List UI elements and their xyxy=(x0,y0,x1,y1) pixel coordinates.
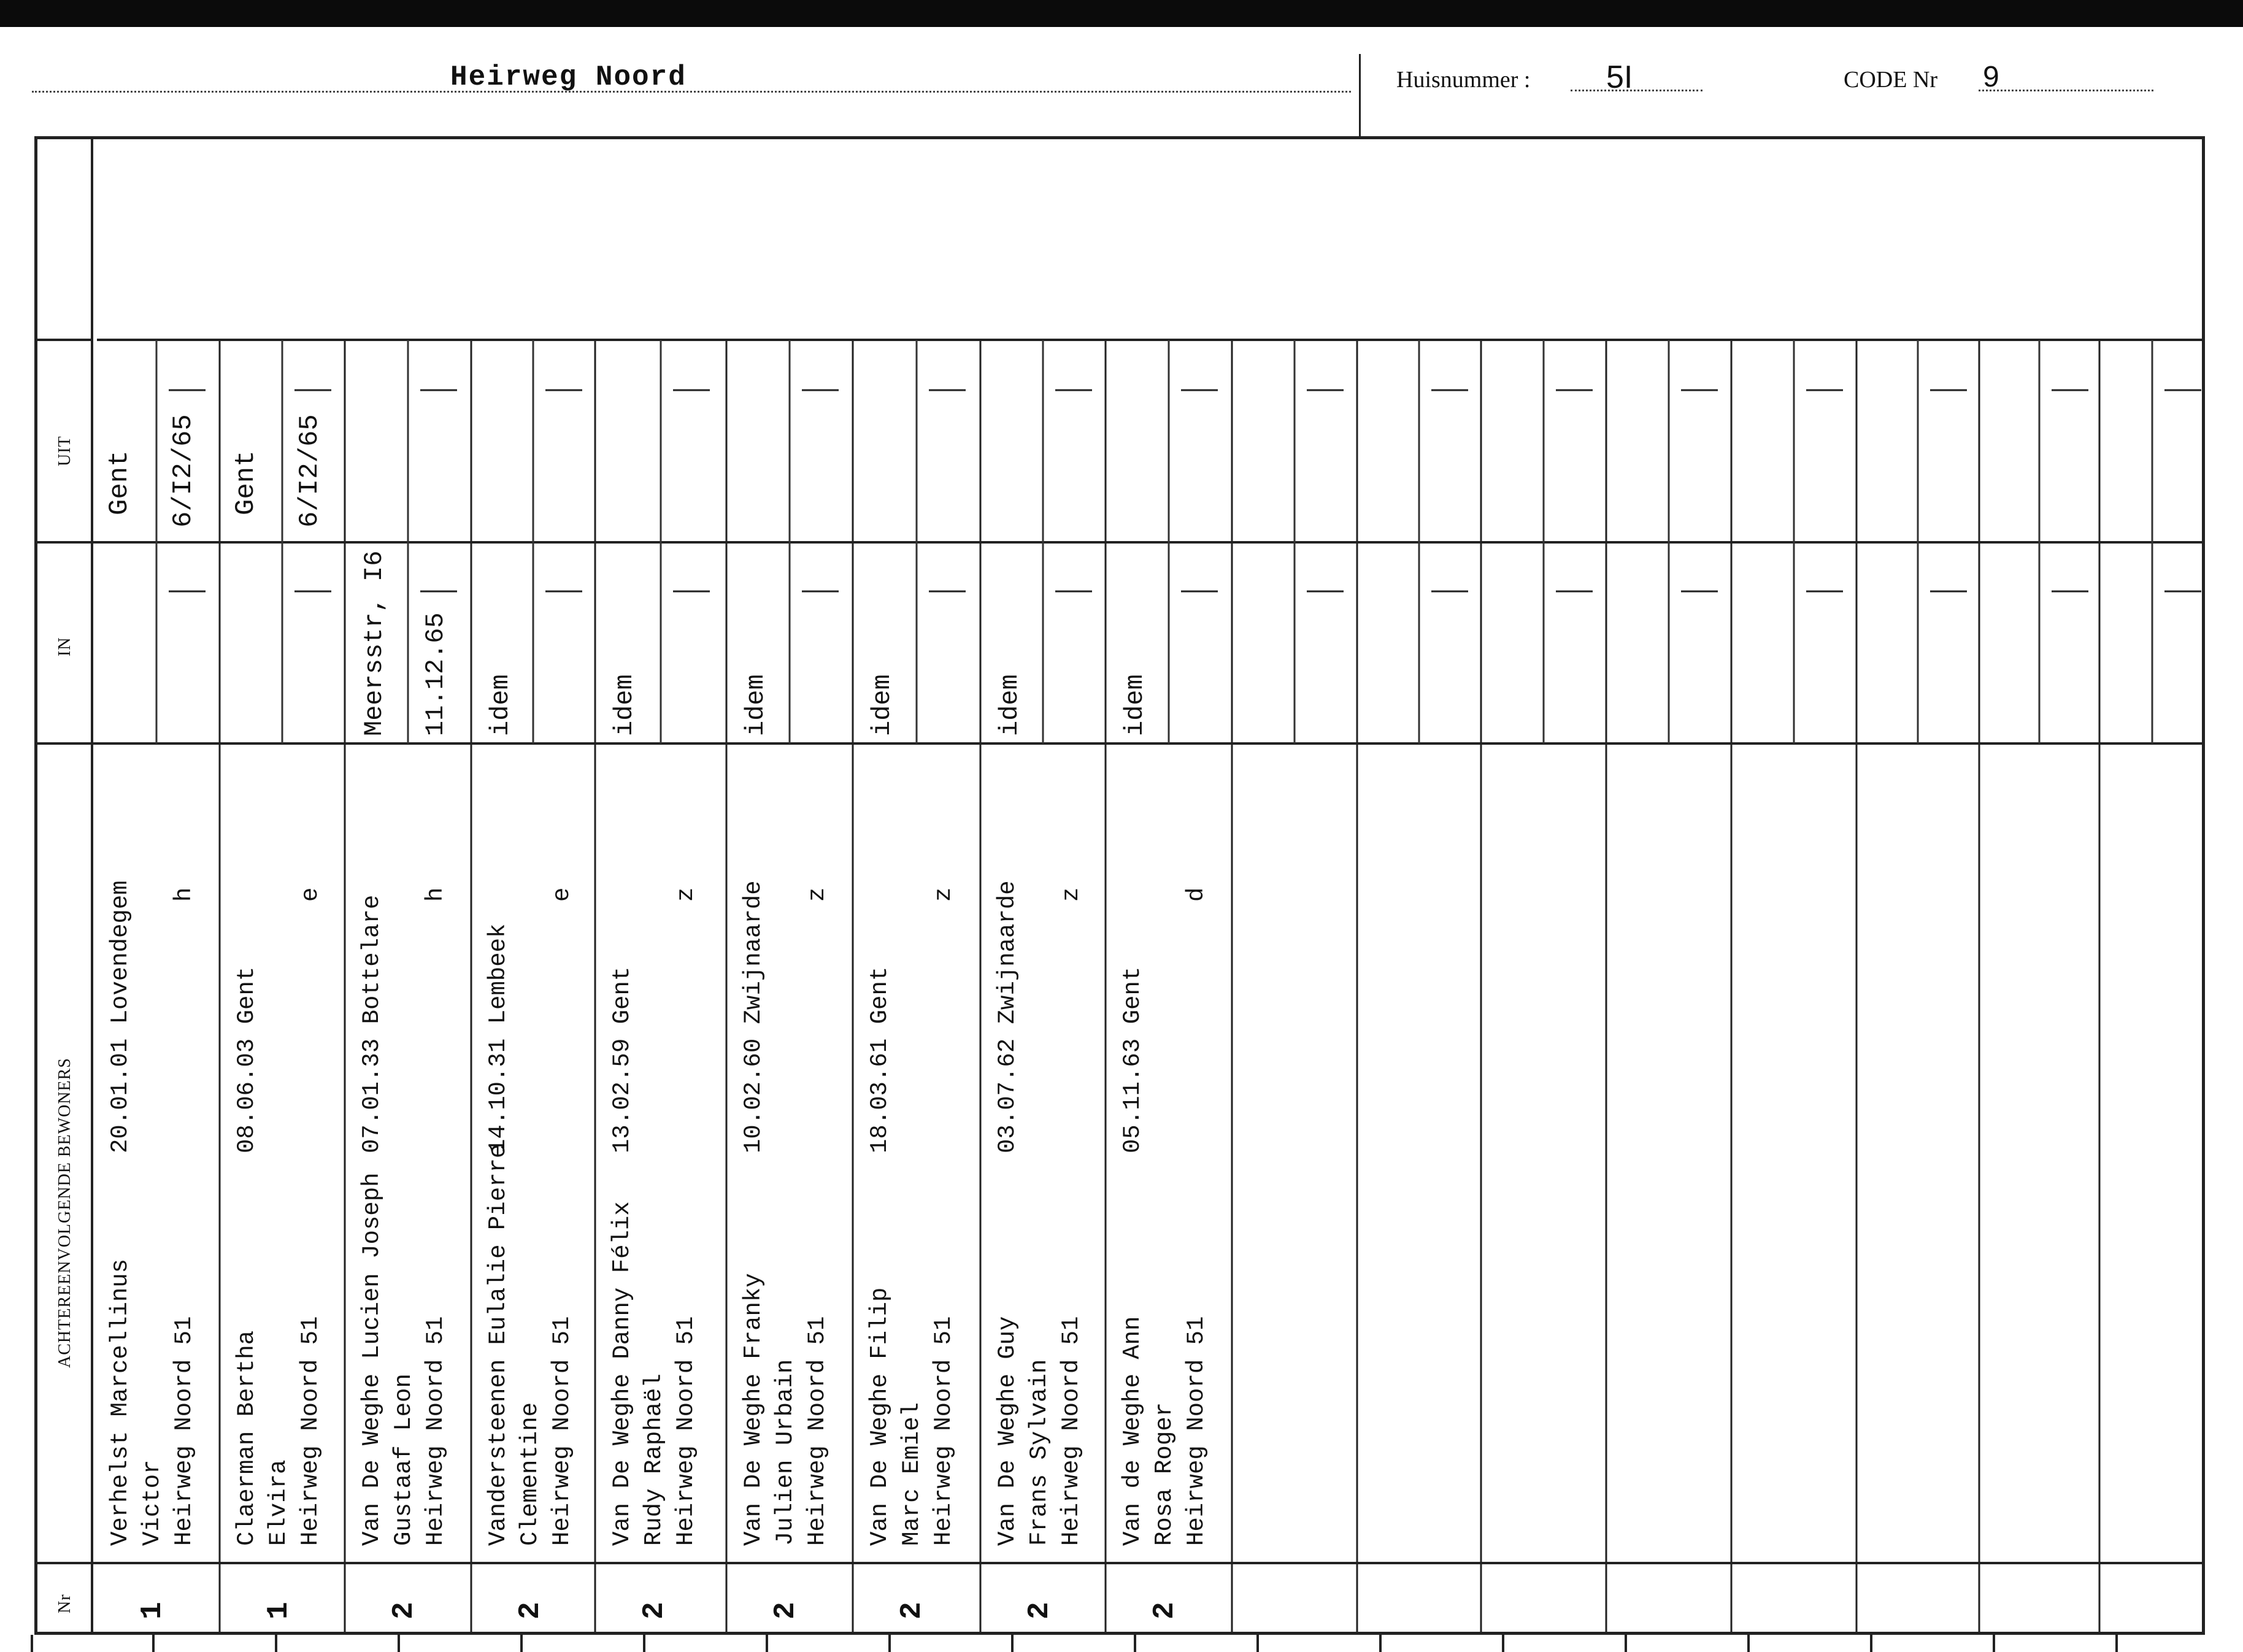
resident-given-names: Rosa Roger xyxy=(1151,1402,1178,1546)
resident-address: Heirweg Noord 51 xyxy=(548,1316,575,1546)
resident-birth-date-place: 10.02.60 Zwijnaarde xyxy=(740,880,767,1153)
resident-birth-date-place: 08.06.03 Gent xyxy=(233,966,260,1153)
resident-address: Heirweg Noord 51 xyxy=(672,1316,699,1546)
resident-given-names: Frans Sylvain xyxy=(1026,1359,1053,1546)
uit-date: 6/I2/65 xyxy=(168,414,199,528)
resident-name: Van De Weghe Franky xyxy=(740,1273,767,1546)
resident-nr: 2 xyxy=(769,1602,802,1619)
huisnummer-value: 5I xyxy=(1606,60,1633,95)
resident-address: Heirweg Noord 51 xyxy=(297,1316,324,1546)
uit-place: Gent xyxy=(104,450,135,515)
resident-birth-date-place: 20.01.01 Lovendegem xyxy=(107,880,134,1153)
resident-given-names: Clementine xyxy=(517,1402,544,1546)
uit-column-header: UIT xyxy=(55,436,74,466)
resident-address: Heirweg Noord 51 xyxy=(422,1316,449,1546)
in-place: idem xyxy=(1120,674,1150,736)
resident-name: Van De Weghe Filip xyxy=(866,1287,893,1546)
code-value: 9 xyxy=(1983,61,1999,93)
resident-name: Vandersteenen Eulalie Pierre xyxy=(485,1143,512,1546)
resident-name: Van De Weghe Danny Félix xyxy=(609,1201,636,1546)
resident-birth-date-place: 07.01.33 Bottelare xyxy=(358,894,385,1153)
resident-address: Heirweg Noord 51 xyxy=(1183,1316,1210,1546)
resident-given-names: Gustaaf Leon xyxy=(390,1373,417,1546)
resident-name: Claerman Bertha xyxy=(233,1330,260,1546)
resident-code: e xyxy=(297,887,324,902)
in-column-header: IN xyxy=(55,637,74,656)
resident-nr: 2 xyxy=(896,1602,929,1619)
resident-code: z xyxy=(672,887,699,902)
resident-code: e xyxy=(548,887,575,902)
in-place: idem xyxy=(741,674,771,736)
resident-birth-date-place: 03.07.62 Zwijnaarde xyxy=(994,880,1021,1153)
resident-name: Van de Weghe Ann xyxy=(1119,1316,1146,1546)
resident-birth-date-place: 13.02.59 Gent xyxy=(609,966,636,1153)
resident-nr: 1 xyxy=(263,1602,296,1619)
resident-address: Heirweg Noord 51 xyxy=(804,1316,831,1546)
resident-given-names: Rudy Raphaël xyxy=(641,1373,668,1546)
resident-nr: 2 xyxy=(388,1602,421,1619)
resident-name: Van De Weghe Guy xyxy=(994,1316,1021,1546)
nr-column-header: Nr xyxy=(55,1594,74,1613)
uit-date: 6/I2/65 xyxy=(294,414,325,528)
resident-given-names: Victor xyxy=(139,1459,166,1546)
in-place: Meersstr, I6 xyxy=(360,550,389,736)
resident-code: z xyxy=(1058,887,1085,902)
in-place: idem xyxy=(995,674,1025,736)
resident-birth-date-place: 18.03.61 Gent xyxy=(866,966,893,1153)
uit-place: Gent xyxy=(231,450,261,515)
street-name: Heirweg Noord xyxy=(450,61,687,93)
resident-birth-date-place: 14.10.31 Lembeek xyxy=(485,923,512,1153)
huisnummer-label: Huisnummer : xyxy=(1396,67,1531,93)
in-place: idem xyxy=(868,674,897,736)
in-place: idem xyxy=(610,674,639,736)
in-date: 11.12.65 xyxy=(421,612,450,736)
bewoners-column-header: ACHTEREENVOLGENDE BEWONERS xyxy=(55,1058,74,1368)
resident-code: d xyxy=(1183,887,1210,902)
resident-nr: 2 xyxy=(1148,1602,1182,1619)
resident-address: Heirweg Noord 51 xyxy=(1058,1316,1085,1546)
resident-address: Heirweg Noord 51 xyxy=(930,1316,957,1546)
resident-code: z xyxy=(804,887,831,902)
resident-given-names: Marc Emiel xyxy=(898,1402,925,1546)
in-place: idem xyxy=(486,674,515,736)
resident-given-names: Elvira xyxy=(265,1459,292,1546)
resident-birth-date-place: 05.11.63 Gent xyxy=(1119,966,1146,1153)
resident-given-names: Julien Urbain xyxy=(772,1359,799,1546)
resident-nr: 1 xyxy=(136,1602,169,1619)
resident-name: Van De Weghe Lucien Joseph xyxy=(358,1172,385,1546)
resident-address: Heirweg Noord 51 xyxy=(171,1316,198,1546)
resident-nr: 2 xyxy=(1023,1602,1056,1619)
resident-name: Verhelst Marcellinus xyxy=(107,1258,134,1546)
resident-code: z xyxy=(930,887,957,902)
resident-nr: 2 xyxy=(514,1602,547,1619)
resident-code: h xyxy=(422,887,449,902)
resident-code: h xyxy=(171,887,198,902)
code-label: CODE Nr xyxy=(1844,67,1938,93)
resident-nr: 2 xyxy=(638,1602,671,1619)
